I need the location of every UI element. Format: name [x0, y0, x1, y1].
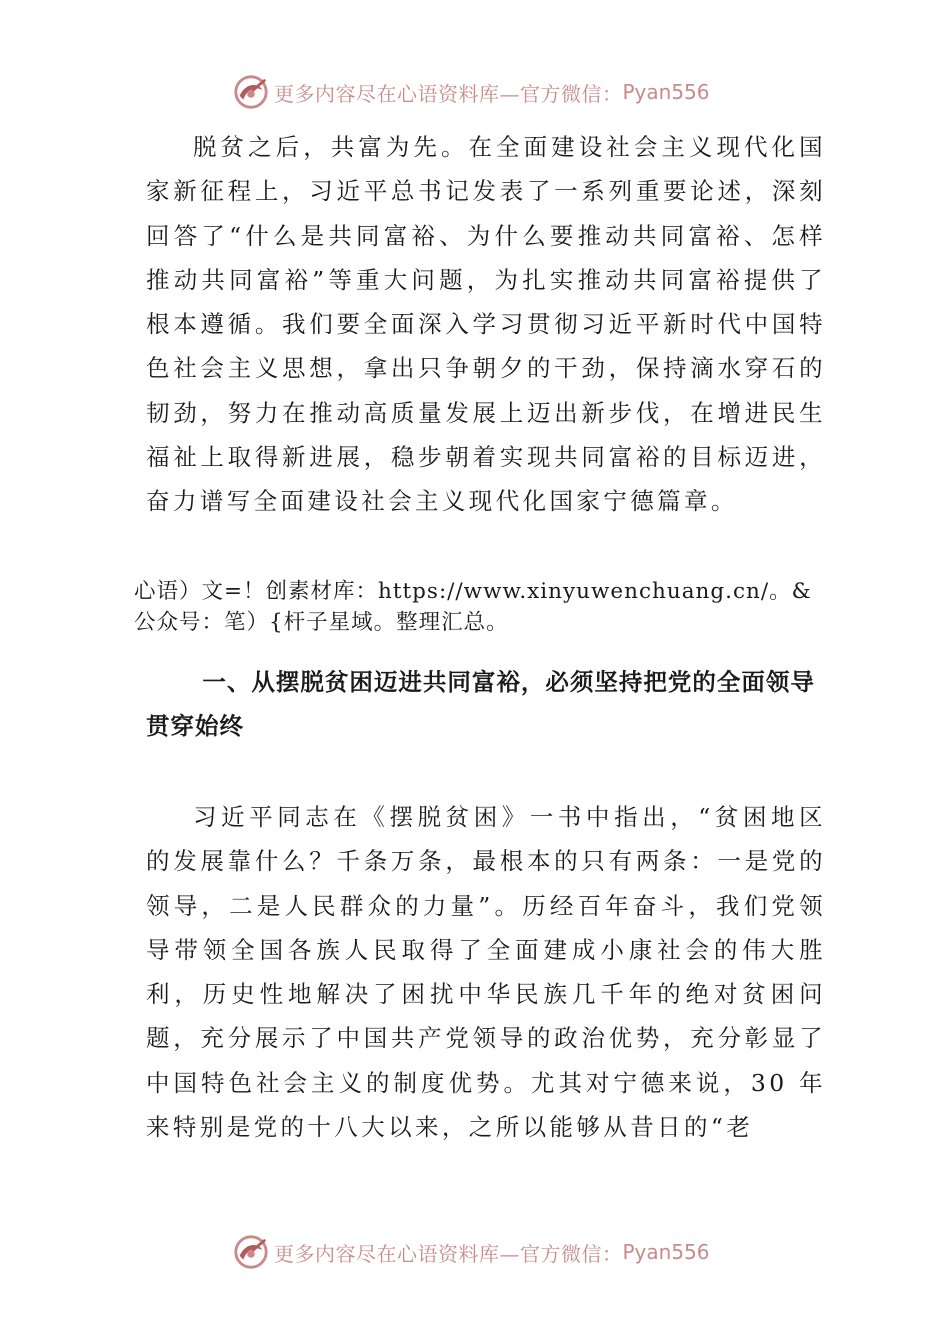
footer-watermark	[232, 1232, 710, 1272]
source-note: 心语）文=！创素材库：https://www.xinyuwenchuang.cn/。&公众号：笔）{杆子星域。整理汇总。	[134, 579, 812, 635]
swirl-seal-icon	[232, 73, 270, 111]
swirl-seal-icon	[232, 1233, 270, 1271]
watermark-text: 更多内容尽在心语资料库—官方微信：	[274, 1241, 623, 1266]
watermark-contact: Pyan556	[622, 1240, 710, 1264]
body-paragraph-1: 脱贫之后，共富为先。在全面建设社会主义现代化国家新征程上，习近平总书记发表了一系列重要论述，深刻回答了“什么是共同富裕、为什么要推动共同富裕、怎样推动共同富裕”等重大问题，为扎实推动共同富裕提供了根本遵循。我们要全面深入学习贯彻习近平新时代中国特色社会主义思想，拿出只争朝夕的干劲，保持滴水穿石的韧劲，努力在推动高质量发展上迈出新步伐，在增进民生福祉上取得新进展，稳步朝着实现共同富裕的目标迈进，奋力谱写全面建设社会主义现代化国家宁德篇章。	[146, 133, 826, 516]
section-heading-1: 一、从摆脱贫困迈进共同富裕，必须坚持把党的全面领导贯穿始终	[146, 668, 815, 740]
header-watermark	[232, 72, 710, 112]
watermark-text: 更多内容尽在心语资料库—官方微信：	[274, 81, 623, 106]
watermark-contact: Pyan556	[622, 80, 710, 104]
body-paragraph-2: 习近平同志在《摆脱贫困》一书中指出，“贫困地区的发展靠什么？千条万条，最根本的只有两条：一是党的领导，二是人民群众的力量”。历经百年奋斗，我们党领导带领全国各族人民取得了全面建成小康社会的伟大胜利，历史性地解决了困扰中华民族几千年的绝对贫困问题，充分展示了中国共产党领导的政治优势，充分彰显了中国特色社会主义的制度优势。尤其对宁德来说，30 年来特别是党的十八大以来，之所以能够从昔日的“老	[146, 803, 826, 1142]
